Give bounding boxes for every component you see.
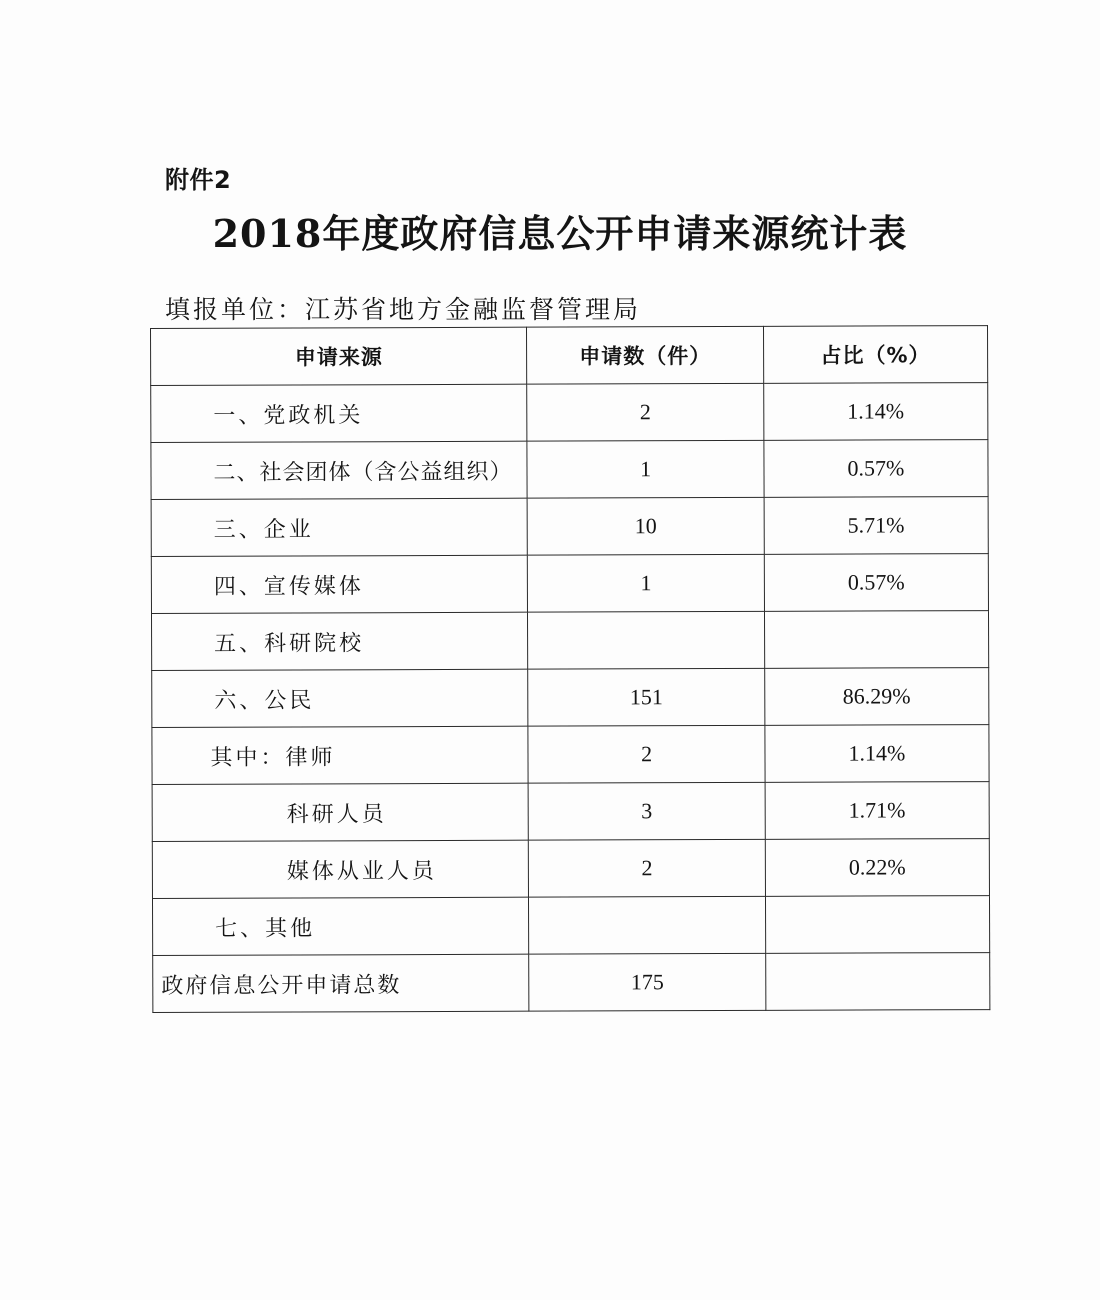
- statistics-table: [150, 325, 990, 1013]
- ratio-cell: 0.57%: [764, 554, 988, 612]
- table-row: [151, 440, 988, 500]
- ratio-cell: [764, 611, 988, 669]
- ratio-cell: 86.29%: [764, 668, 988, 726]
- total-count-cell: 175: [529, 953, 765, 1011]
- document-title: 2018年度政府信息公开申请来源统计表: [212, 211, 908, 256]
- table-row: [152, 896, 989, 956]
- table-header-row: [151, 326, 988, 386]
- count-cell: [528, 611, 764, 669]
- ratio-cell: 0.22%: [765, 839, 989, 897]
- count-cell: 3: [529, 782, 765, 840]
- header-ratio: 占比（%）: [763, 326, 987, 384]
- table-row-total: [153, 953, 990, 1013]
- ratio-cell: [765, 896, 989, 954]
- count-cell: 1: [528, 554, 764, 612]
- total-ratio-cell: [765, 953, 989, 1011]
- ratio-cell: 1.14%: [763, 383, 987, 441]
- table-row: [151, 497, 988, 557]
- source-cell: 五、科研院校: [151, 612, 528, 670]
- source-cell: 媒体从业人员: [152, 840, 529, 898]
- count-cell: 10: [528, 497, 764, 555]
- table-row: [152, 782, 989, 842]
- reporting-unit: 填报单位：江苏省地方金融监督管理局: [165, 295, 642, 324]
- table-row: [152, 725, 989, 785]
- source-cell: 一、党政机关: [151, 384, 528, 442]
- table-row: [152, 839, 989, 899]
- count-cell: 2: [529, 839, 765, 897]
- table-row: [151, 611, 988, 671]
- ratio-cell: 1.14%: [765, 725, 989, 783]
- header-count: 申请数（件）: [527, 326, 763, 384]
- source-cell: 六、公民: [152, 669, 529, 727]
- source-cell: 二、社会团体（含公益组织）: [151, 441, 528, 499]
- count-cell: 2: [528, 725, 764, 783]
- count-cell: 2: [527, 383, 763, 441]
- source-cell: 科研人员: [152, 783, 529, 841]
- table-row: [151, 554, 988, 614]
- source-cell: 三、企业: [151, 498, 528, 556]
- count-cell: 151: [528, 668, 764, 726]
- ratio-cell: 5.71%: [764, 497, 988, 555]
- count-cell: 1: [527, 440, 763, 498]
- header-source: 申请来源: [151, 327, 528, 385]
- ratio-cell: 0.57%: [764, 440, 988, 498]
- count-cell: [529, 896, 765, 954]
- table-row: [151, 383, 988, 443]
- table-row: [152, 668, 989, 728]
- source-cell: 四、宣传媒体: [151, 555, 528, 613]
- attachment-label: 附件2: [165, 166, 232, 194]
- source-cell: 其中：律师: [152, 726, 529, 784]
- source-cell: 七、其他: [152, 897, 529, 955]
- ratio-cell: 1.71%: [765, 782, 989, 840]
- total-label-cell: 政府信息公开申请总数: [153, 954, 530, 1012]
